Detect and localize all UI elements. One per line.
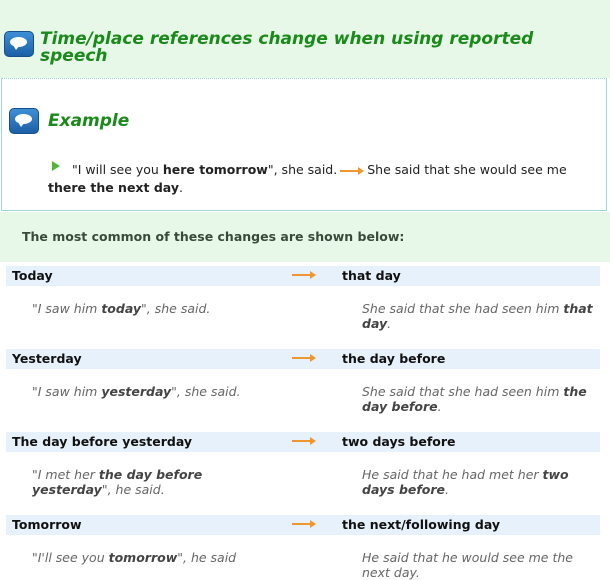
reported-example <box>362 301 598 331</box>
text: "I saw him <box>32 301 102 316</box>
example-sentence-cont <box>48 179 588 197</box>
direct-example <box>32 550 262 565</box>
text-bold: two days before <box>362 467 569 497</box>
text-bold: the day before <box>362 384 587 414</box>
example-reported-bold: there the next day <box>48 180 179 195</box>
direct-term: Yesterday <box>12 351 82 366</box>
example-sentence <box>72 161 592 179</box>
direct-example <box>32 467 232 497</box>
text-bold: yesterday <box>101 384 172 399</box>
text: She said that she had seen him <box>362 384 564 399</box>
orange-arrow-icon <box>292 520 316 528</box>
example-quote-bold: here tomorrow <box>162 162 268 177</box>
text: ", he said <box>177 550 237 565</box>
reported-example <box>362 550 598 580</box>
reported-example <box>362 384 598 414</box>
intro-text: The most common of these changes are shown below: <box>22 229 405 244</box>
direct-term: The day before yesterday <box>12 434 193 449</box>
reported-term: the day before <box>342 351 446 366</box>
example-reported-pre: She said that she would see me <box>367 162 567 177</box>
text-bold: the day before yesterday <box>32 467 203 497</box>
text: ", she said. <box>171 384 241 399</box>
speech-bubble-icon <box>9 108 39 134</box>
text-bold: tomorrow <box>108 550 178 565</box>
text: He said that he had met her <box>362 467 543 482</box>
orange-arrow-icon <box>292 271 316 279</box>
text: "I met her <box>32 467 99 482</box>
text-bold: today <box>101 301 142 316</box>
orange-arrow-icon <box>292 437 316 445</box>
example-quote-post: ", she said. <box>267 162 338 177</box>
reported-term: that day <box>342 268 401 283</box>
reported-example <box>362 467 598 497</box>
direct-term: Tomorrow <box>12 517 82 532</box>
direct-example <box>32 301 262 316</box>
text: "I'll see you <box>32 550 109 565</box>
example-reported-end: . <box>178 180 183 195</box>
reported-term: two days before <box>342 434 456 449</box>
example-heading: Example <box>48 111 130 131</box>
text: ", he said. <box>101 482 165 497</box>
text: . <box>387 316 392 331</box>
text: "I saw him <box>32 384 102 399</box>
page-title: Time/place references change when using reported speech <box>40 29 534 66</box>
text: She said that she had seen him <box>362 301 564 316</box>
text: . <box>445 482 450 497</box>
text: . <box>437 399 442 414</box>
reported-term: the next/following day <box>342 517 501 532</box>
example-quote-pre: "I will see you <box>72 162 163 177</box>
orange-arrow-icon <box>340 167 364 175</box>
text-bold: that day <box>362 301 593 331</box>
orange-arrow-icon <box>292 354 316 362</box>
text: ", she said. <box>141 301 211 316</box>
speech-bubble-icon <box>4 31 34 57</box>
green-arrow-icon <box>52 161 60 171</box>
text: He said that he would see me the next day. <box>362 550 573 580</box>
direct-example <box>32 384 262 399</box>
direct-term: Today <box>12 268 53 283</box>
